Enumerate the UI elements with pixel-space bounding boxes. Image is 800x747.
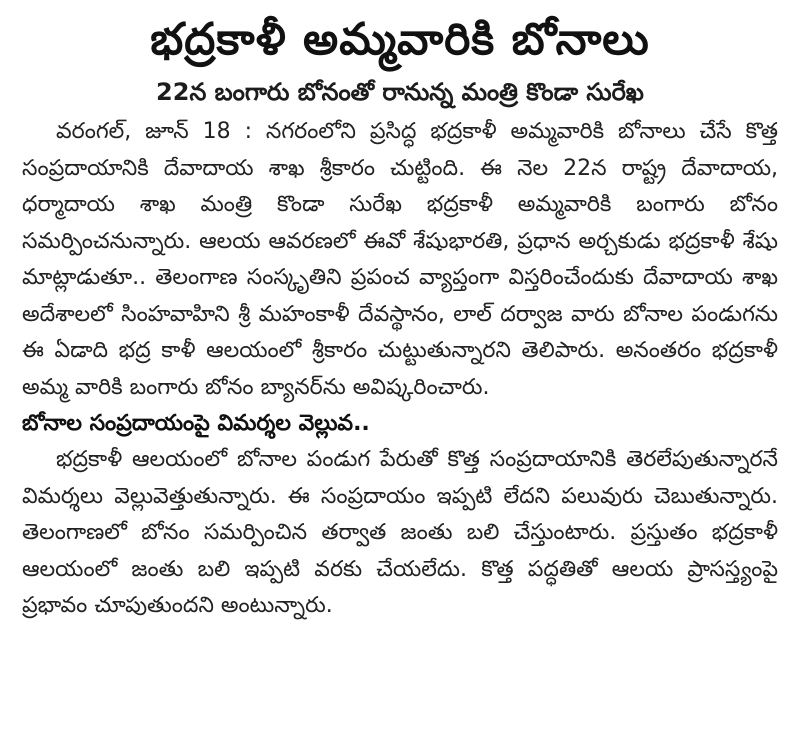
paragraph-1-text: వరంగల్, జూన్ 18 : నగరంలోని ప్రసిద్ధ భద్రకాళీ అమ్మవారికి బోనాలు చేసే కొత్త సంప్రదాయానికి దేవాదాయ శాఖ శ్రీకారం చుట్టింది. ఈ నెల 22న రాష్ట్ర దేవాదాయ, ధర్మాదాయ శాఖ మంత్రి కొండా సురేఖ భద్రకాళీ అమ్మవారికి బంగారు బోనం సమర్పించనున్నారు. ఆలయ ఆవరణలో ఈవో శేషుభారతి, ప్రధాన అర్చకుడు భద్రకాళీ శేషు మాట్లాడుతూ.. తెలంగాణ సంస్కృతిని ప్రపంచ వ్యాప్తంగా విస్తరించేందుకు దేవాదాయ శాఖ అదేశాలలో సింహవాహిని శ్రీ మహంకాళీ దేవస్థానం, లాల్ దర్వాజ వారు బోనాల పండుగను ఈ ఏడాది భద్ర కాళీ ఆలయంలో శ్రీకారం చుట్టుతున్నారని తెలిపారు. అనంతరం భద్రకాళీ అమ్మ వారికి బంగారు బోనం బ్యానర్‌ను అవిష్కరించారు. xyxy=(22,119,778,400)
paragraph-2-text: భద్రకాళీ ఆలయంలో బోనాల పండుగ పేరుతో కొత్త సంప్రదాయానికి తెరలేపుతున్నారనే విమర్శలు వెల్లువెత్తుతున్నారు. ఈ సంప్రదాయం ఇప్పటి లేదని పలువురు చెబుతున్నారు. తెలంగాణలో బోనం సమర్పించిన తర్వాత జంతు బలి చేస్తుంటారు. ప్రస్తుతం భద్రకాళీ ఆలయంలో జంతు బలి ఇప్పటి వరకు చేయలేదు. కొత్త పద్ధతితో ఆలయ ప్రాసస్త్యంపై ప్రభావం చూపుతుందని అంటున్నారు. xyxy=(22,447,778,618)
headline: భద్రకాళీ అమ్మవారికి బోనాలు xyxy=(150,14,650,65)
article-paragraph-2 xyxy=(22,442,778,625)
section-heading: బోనాల సంప్రదాయంపై విమర్శల వెల్లువ.. xyxy=(22,411,370,436)
article-paragraph-1 xyxy=(22,114,778,406)
subheadline: 22న బంగారు బోనంతో రానున్న మంత్రి కొండా సురేఖ xyxy=(156,78,644,106)
